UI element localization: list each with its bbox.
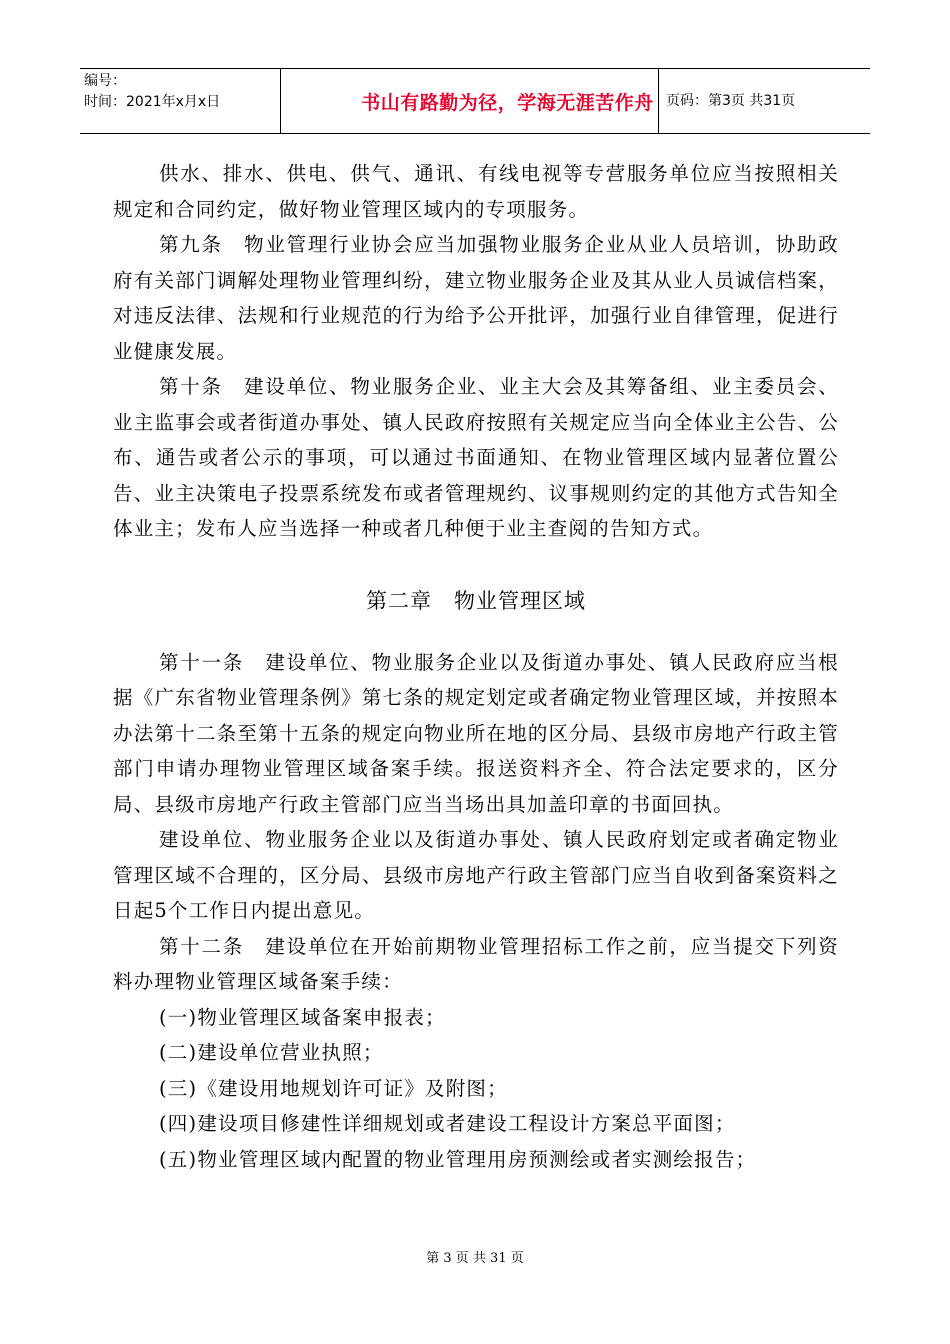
chapter-heading: 第二章 物业管理区域	[366, 588, 586, 613]
header-bottom-rule	[80, 133, 870, 134]
header-motto: 书山有路勤为径，学海无涯苦作舟	[361, 91, 654, 114]
article-11: 第十一条 建设单位、物业服务企业以及街道办事处、镇人民政府应当根据《广东省物业管理条例》第七条的规定划定或者确定物业管理区域，并按照本办法第十二条至第十五条的规定向物业所在地的区分局、县级市房地产行政主管部门申请办理物业管理区域备案手续。报送资料齐全、符合法定要求的，区分局、县级市房地产行政主管部门应当当场出具加盖印章的书面回执。	[113, 650, 839, 816]
list-item: (三)《建设用地规划许可证》及附图；	[159, 1076, 508, 1100]
document-number-label: 编号：	[84, 73, 126, 89]
list-item: (二)建设单位营业执照；	[159, 1041, 384, 1064]
list-item: (四)建设项目修建性详细规划或者建设工程设计方案总平面图；	[159, 1112, 736, 1135]
article-12: 第十二条 建设单位在开始前期物业管理招标工作之前，应当提交下列资料办理物业管理区域备案手续：	[113, 934, 839, 993]
article-11-paragraph-2: 建设单位、物业服务企业以及街道办事处、镇人民政府划定或者确定物业管理区域不合理的，区分局、县级市房地产行政主管部门应当自收到备案资料之日起5个工作日内提出意见。	[113, 828, 839, 922]
document-body	[113, 156, 839, 1177]
list-item: (一)物业管理区域备案申报表；	[159, 1005, 446, 1029]
list-item: (五)物业管理区域内配置的物业管理用房预测绘或者实测绘报告；	[159, 1147, 757, 1171]
document-date: 时间：2021年x月x日	[84, 94, 221, 110]
header-meta	[84, 71, 220, 113]
article-9: 第九条 物业管理行业协会应当加强物业服务企业从业人员培训，协助政府有关部门调解处理物业管理纠纷，建立物业服务企业及其从业人员诚信档案，对违反法律、法规和行业规范的行为给予公开批评，加强行业自律管理，促进行业健康发展。	[113, 233, 839, 363]
page-header	[80, 68, 870, 134]
page-footer: 第 3 页 共 31 页	[426, 1251, 524, 1266]
paragraph-utilities: 供水、排水、供电、供气、通讯、有线电视等专营服务单位应当按照相关规定和合同约定，做好物业管理区域内的专项服务。	[113, 162, 839, 221]
header-page-info: 页码：第3页 共31页	[666, 93, 796, 109]
article-10: 第十条 建设单位、物业服务企业、业主大会及其筹备组、业主委员会、业主监事会或者街道办事处、镇人民政府按照有关规定应当向全体业主公告、公布、通告或者公示的事项，可以通过书面通知、在物业管理区域内显著位置公告、业主决策电子投票系统发布或者管理规约、议事规则约定的其他方式告知全体业主；发布人应当选择一种或者几种便于业主查阅的告知方式。	[113, 375, 839, 540]
